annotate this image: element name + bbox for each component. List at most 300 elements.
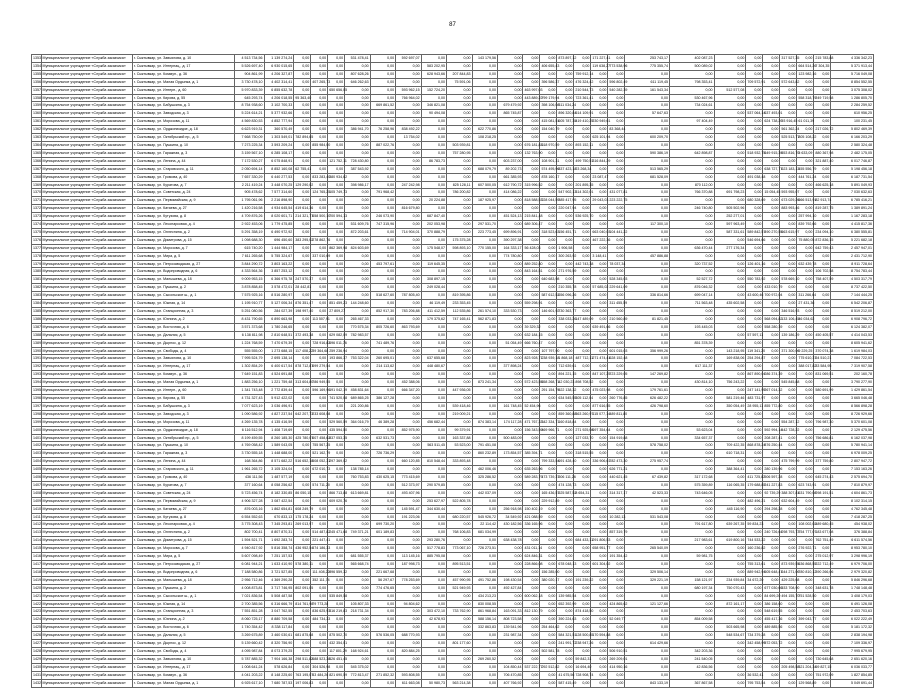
row-number: 1390 bbox=[32, 347, 42, 355]
organization-cell: Муниципальное учреждение «Служба заказчика» bbox=[41, 513, 132, 521]
value-cell: 0,00 bbox=[523, 118, 540, 126]
value-cell: 0,00 bbox=[669, 86, 714, 94]
value-cell: 221 200,86 bbox=[345, 402, 370, 410]
value-cell: 0,00 bbox=[714, 323, 746, 331]
amount-cell: 2 772 839,44 bbox=[264, 387, 294, 395]
amount-cell: 7 470 679,39 bbox=[264, 339, 294, 347]
value-cell: 0,00 bbox=[625, 260, 670, 268]
value-cell: 0,00 bbox=[540, 394, 557, 402]
value-cell: 0,00 bbox=[714, 553, 746, 561]
value-cell: 0,00 bbox=[714, 268, 746, 276]
value-cell: 143 218,95 bbox=[714, 347, 746, 355]
value-cell: 0,00 bbox=[746, 489, 763, 497]
address-cell: г. Сыктывкар, ул. Восточная, д. 6 bbox=[132, 624, 234, 632]
value-cell: 0,00 bbox=[557, 339, 574, 347]
value-cell: 0,00 bbox=[669, 671, 714, 679]
value-cell: 0,00 bbox=[625, 434, 670, 442]
value-cell: 821 690,59 bbox=[328, 671, 345, 679]
address-cell: г. Сыктывкар, ул. Восточная, д. 6 bbox=[132, 323, 234, 331]
organization-cell: Муниципальное учреждение «Служба заказчика» bbox=[41, 521, 132, 529]
value-cell: 0,00 bbox=[746, 55, 763, 63]
organization-cell: Муниципальное учреждение «Служба заказчика» bbox=[41, 458, 132, 466]
value-cell: 0,00 bbox=[497, 292, 522, 300]
value-cell: 825 128,11 bbox=[447, 181, 472, 189]
row-number: 1389 bbox=[32, 339, 42, 347]
value-cell: 317 527,35 bbox=[780, 55, 797, 63]
amount-cell: 6 285 108,17 bbox=[264, 149, 294, 157]
value-cell: 0,00 bbox=[328, 315, 345, 323]
value-cell: 0,00 bbox=[447, 134, 472, 142]
amount-cell: 1 098 688,30 bbox=[234, 236, 264, 244]
value-cell: 0,00 bbox=[294, 387, 311, 395]
value-cell: 0,00 bbox=[591, 300, 608, 308]
organization-cell: Муниципальное учреждение «Служба заказчика» bbox=[41, 655, 132, 663]
value-cell: 0,00 bbox=[472, 640, 497, 648]
value-cell: 0,00 bbox=[814, 426, 831, 434]
value-cell: 0,00 bbox=[780, 173, 797, 181]
organization-cell: Муниципальное учреждение «Служба заказчика» bbox=[41, 134, 132, 142]
organization-cell: Муниципальное учреждение «Служба заказчика» bbox=[41, 489, 132, 497]
value-cell: 210 544,73 bbox=[574, 86, 591, 94]
value-cell: 0,00 bbox=[591, 466, 608, 474]
amount-cell: 4 940 817,92 bbox=[234, 545, 264, 553]
value-cell: 34 672,20 bbox=[746, 576, 763, 584]
value-cell: 0,00 bbox=[574, 284, 591, 292]
value-cell: 598 893,10 bbox=[447, 244, 472, 252]
row-number: 1380 bbox=[32, 268, 42, 276]
total-cell: 7 144 444,25 bbox=[831, 292, 874, 300]
value-cell: 79 773,28 bbox=[311, 600, 328, 608]
value-cell: 0,00 bbox=[574, 545, 591, 553]
value-cell: 0,00 bbox=[370, 371, 395, 379]
value-cell: 0,00 bbox=[370, 663, 395, 671]
value-cell: 801 177,60 bbox=[447, 640, 472, 648]
value-cell: 894 221,15 bbox=[557, 371, 574, 379]
value-cell: 545 845,88 bbox=[780, 379, 797, 387]
total-cell: 7 109 336,97 bbox=[831, 640, 874, 648]
value-cell: 0,00 bbox=[396, 221, 421, 229]
total-cell: 454 938,02 bbox=[831, 521, 874, 529]
value-cell: 0,00 bbox=[557, 70, 574, 78]
amount-cell: 5 970 833,39 bbox=[234, 86, 264, 94]
amount-cell: 3 087 422,54 bbox=[264, 497, 294, 505]
value-cell: 0,00 bbox=[591, 78, 608, 86]
value-cell: 475 799,99 bbox=[780, 458, 797, 466]
value-cell: 0,00 bbox=[574, 561, 591, 569]
value-cell: 0,00 bbox=[311, 497, 328, 505]
row-number: 1417 bbox=[32, 561, 42, 569]
value-cell: 316 219,83 bbox=[328, 608, 345, 616]
value-cell: 0,00 bbox=[497, 371, 522, 379]
value-cell: 633 708,90 bbox=[780, 584, 797, 592]
value-cell: 0,00 bbox=[540, 260, 557, 268]
value-cell: 0,00 bbox=[396, 640, 421, 648]
value-cell: 0,00 bbox=[780, 157, 797, 165]
value-cell: 0,00 bbox=[797, 110, 814, 118]
value-cell: 0,00 bbox=[396, 141, 421, 149]
value-cell: 0,00 bbox=[814, 70, 831, 78]
value-cell: 0,00 bbox=[814, 640, 831, 648]
value-cell: 271 852,32 bbox=[370, 671, 395, 679]
value-cell: 43 600,46 bbox=[746, 292, 763, 300]
address-cell: г. Сыктывкар, ул. Юхнина, д. 2 bbox=[132, 315, 234, 323]
amount-cell: 8 148 225,60 bbox=[264, 671, 294, 679]
address-cell: г. Сыктывкар, ул. Дырнос, д. 12 bbox=[132, 640, 234, 648]
value-cell: 0,00 bbox=[540, 402, 557, 410]
total-cell: 6 166 203,29 bbox=[831, 134, 874, 142]
value-cell: 238 939,18 bbox=[540, 355, 557, 363]
value-cell: 0,00 bbox=[523, 110, 540, 118]
value-cell: 0,00 bbox=[370, 561, 395, 569]
address-cell: г. Сыктывкар, ул. Димитрова, д. 15 bbox=[132, 537, 234, 545]
amount-cell: 905 478,62 bbox=[234, 189, 264, 197]
value-cell: 0,00 bbox=[557, 331, 574, 339]
value-cell: 0,00 bbox=[447, 268, 472, 276]
value-cell: 0,00 bbox=[746, 126, 763, 134]
value-cell: 0,00 bbox=[557, 157, 574, 165]
value-cell: 0,00 bbox=[311, 323, 328, 331]
organization-cell: Муниципальное учреждение «Служба заказчика» bbox=[41, 466, 132, 474]
value-cell: 0,00 bbox=[311, 489, 328, 497]
value-cell: 223 773,45 bbox=[472, 228, 497, 236]
value-cell: 889 252,80 bbox=[523, 260, 540, 268]
value-cell: 680 197,34 bbox=[669, 584, 714, 592]
value-cell: 432 354,01 bbox=[328, 640, 345, 648]
amount-cell: 7 657 330,29 bbox=[234, 173, 264, 181]
value-cell: 763 195,07 bbox=[294, 671, 311, 679]
value-cell: 0,00 bbox=[669, 608, 714, 616]
value-cell: 0,00 bbox=[625, 118, 670, 126]
value-cell: 0,00 bbox=[746, 62, 763, 70]
value-cell: 440 621,45 bbox=[608, 474, 625, 482]
value-cell: 75 591,06 bbox=[447, 78, 472, 86]
total-cell: 376 388,84 bbox=[831, 529, 874, 537]
value-cell: 0,00 bbox=[746, 189, 763, 197]
value-cell: 364 016,79 bbox=[345, 418, 370, 426]
value-cell: 632 439,78 bbox=[797, 260, 814, 268]
value-cell: 0,00 bbox=[447, 371, 472, 379]
row-number: 1418 bbox=[32, 568, 42, 576]
table-row bbox=[32, 205, 874, 213]
value-cell: 318 515,55 bbox=[574, 450, 591, 458]
row-number: 1402 bbox=[32, 442, 42, 450]
value-cell: 124 765,25 bbox=[311, 189, 328, 197]
total-cell: 3 790 277,90 bbox=[831, 379, 874, 387]
value-cell: 0,00 bbox=[294, 355, 311, 363]
value-cell: 385 394,71 bbox=[523, 450, 540, 458]
amount-cell: 4 402 314,41 bbox=[264, 78, 294, 86]
value-cell: 0,00 bbox=[523, 308, 540, 316]
value-cell: 0,00 bbox=[608, 205, 625, 213]
value-cell: 56 297,67 bbox=[370, 576, 395, 584]
value-cell: 215 783,88 bbox=[814, 55, 831, 63]
value-cell: 407 766,92 bbox=[497, 679, 522, 687]
value-cell: 751 528,50 bbox=[797, 592, 814, 600]
value-cell: 611 119,45 bbox=[625, 78, 670, 86]
value-cell: 714 904,01 bbox=[396, 228, 421, 236]
value-cell: 0,00 bbox=[421, 236, 446, 244]
amount-cell: 3 105 324,04 bbox=[264, 466, 294, 474]
row-number: 1395 bbox=[32, 387, 42, 395]
total-cell: 7 810 879,97 bbox=[831, 481, 874, 489]
value-cell: 0,00 bbox=[447, 505, 472, 513]
value-cell: 0,00 bbox=[497, 529, 522, 537]
value-cell: 687 847,40 bbox=[421, 213, 446, 221]
value-cell: 0,00 bbox=[472, 236, 497, 244]
value-cell: 843 164,51 bbox=[523, 268, 540, 276]
amount-cell: 4 827 237,54 bbox=[264, 410, 294, 418]
row-number: 1415 bbox=[32, 545, 42, 553]
value-cell: 663 615,97 bbox=[780, 228, 797, 236]
value-cell: 540 282,39 bbox=[608, 86, 625, 94]
value-cell: 304 526,98 bbox=[311, 663, 328, 671]
value-cell: 0,00 bbox=[669, 394, 714, 402]
value-cell: 0,00 bbox=[370, 426, 395, 434]
amount-cell: 360 570,49 bbox=[264, 126, 294, 134]
value-cell: 0,00 bbox=[421, 141, 446, 149]
value-cell: 325 286,52 bbox=[472, 474, 497, 482]
value-cell: 0,00 bbox=[557, 134, 574, 142]
value-cell: 632 531,73 bbox=[370, 434, 395, 442]
value-cell: 246 073,90 bbox=[370, 213, 395, 221]
table-row bbox=[32, 616, 874, 624]
value-cell: 46 119,49 bbox=[421, 300, 446, 308]
value-cell: 0,00 bbox=[328, 165, 345, 173]
amount-cell: 3 159 567,10 bbox=[234, 149, 264, 157]
value-cell: 600 062,18 bbox=[523, 592, 540, 600]
value-cell: 0,00 bbox=[345, 260, 370, 268]
total-cell: 2 979 320,82 bbox=[831, 568, 874, 576]
value-cell: 0,00 bbox=[345, 458, 370, 466]
amount-cell: 3 717 746,95 bbox=[264, 584, 294, 592]
amount-cell: 6 400 617,54 bbox=[264, 363, 294, 371]
value-cell: 346 821,08 bbox=[421, 102, 446, 110]
organization-cell: Муниципальное учреждение «Служба заказчика» bbox=[41, 671, 132, 679]
value-cell: 0,00 bbox=[625, 181, 670, 189]
row-number: 1363 bbox=[32, 134, 42, 142]
value-cell: 0,00 bbox=[523, 584, 540, 592]
value-cell: 642 207,73 bbox=[294, 410, 311, 418]
value-cell: 0,00 bbox=[669, 561, 714, 569]
value-cell: 143 179,56 bbox=[472, 55, 497, 63]
value-cell: 0,00 bbox=[746, 339, 763, 347]
value-cell: 0,00 bbox=[396, 347, 421, 355]
value-cell: 0,00 bbox=[472, 276, 497, 284]
row-number: 1406 bbox=[32, 474, 42, 482]
value-cell: 854 009,58 bbox=[669, 616, 714, 624]
value-cell: 0,00 bbox=[669, 141, 714, 149]
value-cell: 782 894,65 bbox=[294, 134, 311, 142]
value-cell: 117 408,22 bbox=[294, 347, 311, 355]
value-cell: 0,00 bbox=[714, 371, 746, 379]
value-cell: 778 253,69 bbox=[396, 576, 421, 584]
value-cell: 105 749,73 bbox=[328, 189, 345, 197]
value-cell: 0,00 bbox=[669, 134, 714, 142]
value-cell: 847 107,25 bbox=[591, 371, 608, 379]
value-cell: 545 926,72 bbox=[472, 513, 497, 521]
table-row bbox=[32, 371, 874, 379]
value-cell: 565 668,74 bbox=[345, 561, 370, 569]
value-cell: 0,00 bbox=[574, 513, 591, 521]
value-cell: 0,00 bbox=[294, 371, 311, 379]
value-cell: 0,00 bbox=[328, 205, 345, 213]
value-cell: 78 037,34 bbox=[608, 260, 625, 268]
amount-cell: 3 844 290,72 bbox=[234, 260, 264, 268]
value-cell: 0,00 bbox=[523, 640, 540, 648]
value-cell: 0,00 bbox=[763, 450, 780, 458]
value-cell: 0,00 bbox=[574, 149, 591, 157]
value-cell: 0,00 bbox=[669, 173, 714, 181]
row-number: 1385 bbox=[32, 308, 42, 316]
amount-cell: 904 861,99 bbox=[234, 70, 264, 78]
value-cell: 0,00 bbox=[311, 561, 328, 569]
value-cell: 0,00 bbox=[497, 426, 522, 434]
value-cell: 0,00 bbox=[370, 134, 395, 142]
value-cell: 0,00 bbox=[746, 70, 763, 78]
amount-cell: 377 160,64 bbox=[234, 481, 264, 489]
value-cell: 0,00 bbox=[421, 576, 446, 584]
row-number: 1370 bbox=[32, 189, 42, 197]
value-cell: 896 320,84 bbox=[557, 110, 574, 118]
value-cell: 1 868,18 bbox=[557, 355, 574, 363]
value-cell: 872 836,15 bbox=[814, 236, 831, 244]
value-cell: 0,00 bbox=[472, 647, 497, 655]
value-cell: 795 753,54 bbox=[746, 679, 763, 687]
value-cell: 0,00 bbox=[447, 213, 472, 221]
value-cell: 0,00 bbox=[625, 521, 670, 529]
value-cell: 652 392,99 bbox=[557, 600, 574, 608]
value-cell: 0,00 bbox=[328, 236, 345, 244]
value-cell: 0,00 bbox=[447, 616, 472, 624]
value-cell: 0,00 bbox=[311, 244, 328, 252]
value-cell: 0,00 bbox=[523, 347, 540, 355]
value-cell: 0,00 bbox=[345, 616, 370, 624]
value-cell: 0,00 bbox=[814, 78, 831, 86]
value-cell: 233 353,45 bbox=[447, 300, 472, 308]
value-cell: 521 162,79 bbox=[311, 450, 328, 458]
total-cell: 6 162 037,98 bbox=[831, 434, 874, 442]
value-cell: 0,00 bbox=[557, 647, 574, 655]
organization-cell: Муниципальное учреждение «Служба заказчика» bbox=[41, 157, 132, 165]
value-cell: 820 884,25 bbox=[396, 647, 421, 655]
value-cell: 150 402,19 bbox=[523, 505, 540, 513]
value-cell: 0,00 bbox=[294, 529, 311, 537]
value-cell: 0,00 bbox=[311, 118, 328, 126]
total-cell: 100 231,45 bbox=[831, 118, 874, 126]
value-cell: 699 279,54 bbox=[311, 363, 328, 371]
row-number: 1412 bbox=[32, 521, 42, 529]
value-cell: 0,00 bbox=[669, 165, 714, 173]
value-cell: 0,00 bbox=[447, 197, 472, 205]
value-cell: 0,00 bbox=[814, 252, 831, 260]
amount-cell: 5 251 080,56 bbox=[234, 308, 264, 316]
value-cell: 0,00 bbox=[370, 55, 395, 63]
value-cell: 0,00 bbox=[746, 118, 763, 126]
row-number: 1423 bbox=[32, 608, 42, 616]
row-number: 1416 bbox=[32, 553, 42, 561]
value-cell: 656 096,26 bbox=[557, 292, 574, 300]
value-cell: 0,00 bbox=[669, 497, 714, 505]
amount-cell: 696 450,60 bbox=[264, 236, 294, 244]
value-cell: 0,00 bbox=[797, 394, 814, 402]
value-cell: 851 459,23 bbox=[328, 300, 345, 308]
value-cell: 895 513,51 bbox=[447, 561, 472, 569]
value-cell: 0,00 bbox=[625, 102, 670, 110]
value-cell: 666 513,91 bbox=[797, 197, 814, 205]
value-cell: 0,00 bbox=[396, 466, 421, 474]
value-cell: 831 069,51 bbox=[814, 371, 831, 379]
value-cell: 622 138,32 bbox=[557, 387, 574, 395]
total-cell: 610 956,25 bbox=[831, 110, 874, 118]
value-cell: 0,00 bbox=[625, 537, 670, 545]
value-cell: 836 625,93 bbox=[311, 608, 328, 616]
value-cell: 0,00 bbox=[591, 394, 608, 402]
amount-cell: 555 555,00 bbox=[234, 347, 264, 355]
value-cell: 0,00 bbox=[370, 481, 395, 489]
amount-cell: 1 224 768,59 bbox=[234, 339, 264, 347]
amount-cell: 4 934 645,54 bbox=[264, 205, 294, 213]
value-cell: 0,00 bbox=[557, 513, 574, 521]
value-cell: 0,00 bbox=[370, 592, 395, 600]
amount-cell: 4 008 873,81 bbox=[234, 584, 264, 592]
total-cell: 6 017 746,87 bbox=[831, 157, 874, 165]
address-cell: г. Сыктывкар, ул. Куратова, д. 7 bbox=[132, 181, 234, 189]
amount-cell: 1 303 549,01 bbox=[264, 134, 294, 142]
value-cell: 782 473,30 bbox=[608, 458, 625, 466]
total-cell: 3 075 308,02 bbox=[831, 86, 874, 94]
value-cell: 0,00 bbox=[497, 284, 522, 292]
value-cell: 228 044,59 bbox=[540, 197, 557, 205]
value-cell: 0,00 bbox=[472, 284, 497, 292]
row-number: 1429 bbox=[32, 655, 42, 663]
value-cell: 0,00 bbox=[669, 197, 714, 205]
value-cell: 0,00 bbox=[421, 292, 446, 300]
value-cell: 0,00 bbox=[345, 679, 370, 687]
value-cell: 0,00 bbox=[797, 513, 814, 521]
value-cell: 0,00 bbox=[421, 434, 446, 442]
value-cell: 0,00 bbox=[472, 497, 497, 505]
value-cell: 0,00 bbox=[472, 363, 497, 371]
organization-cell: Муниципальное учреждение «Служба заказчика» bbox=[41, 228, 132, 236]
value-cell: 314 302,01 bbox=[574, 189, 591, 197]
value-cell: 451 524,13 bbox=[497, 213, 522, 221]
value-cell: 0,00 bbox=[328, 576, 345, 584]
value-cell: 751 972,09 bbox=[814, 671, 831, 679]
value-cell: 0,00 bbox=[669, 529, 714, 537]
amount-cell: 5 526 697,40 bbox=[234, 62, 264, 70]
value-cell: 0,00 bbox=[328, 474, 345, 482]
value-cell: 802 091,05 bbox=[294, 584, 311, 592]
value-cell: 0,00 bbox=[608, 363, 625, 371]
value-cell: 0,00 bbox=[669, 505, 714, 513]
value-cell: 0,00 bbox=[714, 70, 746, 78]
value-cell: 0,00 bbox=[763, 86, 780, 94]
address-cell: г. Сыктывкар, ул. Дырнос, д. 12 bbox=[132, 339, 234, 347]
value-cell: 41 675,56 bbox=[557, 671, 574, 679]
value-cell: 0,00 bbox=[396, 616, 421, 624]
value-cell: 329 221,19 bbox=[625, 576, 670, 584]
value-cell: 0,00 bbox=[421, 513, 446, 521]
value-cell: 469 966,71 bbox=[540, 426, 557, 434]
value-cell: 589 842,57 bbox=[746, 228, 763, 236]
value-cell: 442 037,09 bbox=[472, 489, 497, 497]
amount-cell: 1 302 854,29 bbox=[234, 363, 264, 371]
total-cell: 5 371 913,44 bbox=[831, 62, 874, 70]
value-cell: 0,00 bbox=[447, 592, 472, 600]
value-cell: 0,00 bbox=[540, 70, 557, 78]
value-cell: 0,00 bbox=[540, 323, 557, 331]
value-cell: 0,00 bbox=[497, 260, 522, 268]
